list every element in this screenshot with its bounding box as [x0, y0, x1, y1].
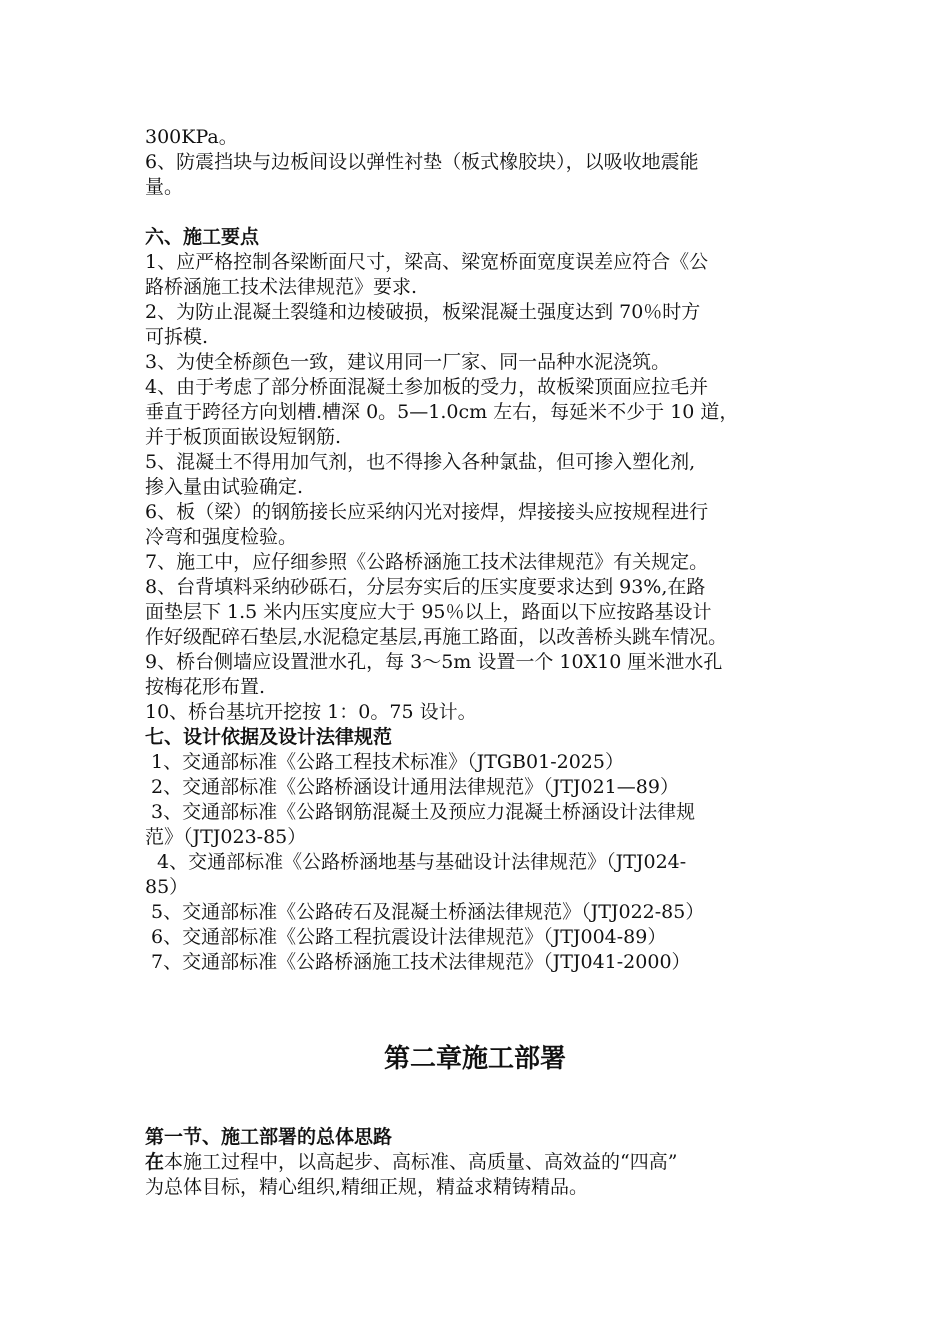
paragraph-line: 面垫层下 1.5 米内压实度应大于 95％以上，路面以下应按路基设计: [145, 601, 712, 623]
standard-item: 2、交通部标准《公路桥涵设计通用法律规范》（JTJ021—89）: [151, 776, 679, 798]
paragraph-text: 本施工过程中，以高起步、高标准、高质量、高效益的“四高”: [164, 1151, 678, 1173]
section-heading: 七、设计依据及设计法律规范: [145, 726, 393, 748]
standard-item: 1、交通部标准《公路工程技术标准》（JTGB01-2025）: [151, 751, 624, 773]
paragraph-line: 可拆模.: [145, 326, 209, 348]
paragraph-line: 为总体目标，精心组织,精细正规，精益求精铸精品。: [145, 1176, 589, 1198]
standard-item: 4、交通部标准《公路桥涵地基与基础设计法律规范》（JTJ024-: [157, 851, 687, 873]
standard-item-continuation: 范》（JTJ023-85）: [145, 826, 307, 848]
paragraph-line: 量。: [145, 176, 184, 198]
document-page: [145, 125, 815, 1200]
design-standards-list: [145, 750, 815, 975]
standard-item: 7、交通部标准《公路桥涵施工技术法律规范》（JTJ041-2000）: [151, 951, 691, 973]
paragraph-line: 6、防震挡块与边板间设以弹性衬垫（板式橡胶块），以吸收地震能: [145, 151, 699, 173]
standard-item: 6、交通部标准《公路工程抗震设计法律规范》（JTJ004-89）: [151, 926, 667, 948]
section-heading: 六、施工要点: [145, 226, 260, 248]
section-heading: 第一节、施工部署的总体思路: [145, 1126, 393, 1148]
paragraph-line: [145, 1150, 815, 1175]
paragraph-line: 按梅花形布置.: [145, 676, 266, 698]
construction-points-list: [145, 250, 815, 725]
standard-item: 3、交通部标准《公路钢筋混凝土及预应力混凝土桥涵设计法律规: [151, 801, 696, 823]
paragraph-line: 冷弯和强度检验。: [145, 526, 298, 548]
paragraph-line: 300KPa。: [145, 126, 238, 148]
standard-item: 5、交通部标准《公路砖石及混凝土桥涵法律规范》（JTJ022-85）: [151, 901, 705, 923]
lead-character: 在: [145, 1151, 165, 1173]
paragraph-line: 4、由于考虑了部分桥面混凝土参加板的受力，故板梁顶面应拉毛并: [145, 376, 709, 398]
paragraph-line: 2、为防止混凝土裂缝和边棱破损，板梁混凝土强度达到 70％时方: [145, 301, 701, 323]
blank-line: [145, 200, 815, 225]
paragraph-line: 5、混凝土不得用加气剂，也不得掺入各种氯盐，但可掺入塑化剂,: [145, 451, 696, 473]
paragraph-line: 路桥涵施工技术法律规范》要求.: [145, 276, 418, 298]
chapter-title: 第二章施工部署: [383, 1044, 566, 1074]
paragraph-line: 3、为使全桥颜色一致，建议用同一厂家、同一品种水泥浇筑。: [145, 351, 671, 373]
paragraph-line: 9、桥台侧墙应设置泄水孔，每 3～5m 设置一个 10X10 厘米泄水孔: [145, 651, 723, 673]
paragraph-line: 并于板顶面嵌设短钢筋.: [145, 426, 342, 448]
paragraph-line: 8、台背填料采纳砂砾石，分层夯实后的压实度要求达到 93%,在路: [145, 576, 706, 598]
paragraph-line: 垂直于跨径方向划槽.槽深 0。5—1.0cm 左右，每延米不少于 10 道，: [145, 401, 739, 423]
paragraph-line: 6、板（梁）的钢筋接长应采纳闪光对接焊，焊接接头应按规程进行: [145, 501, 709, 523]
paragraph-line: 掺入量由试验确定.: [145, 476, 304, 498]
paragraph-line: 1、应严格控制各梁断面尺寸，梁高、梁宽桥面宽度误差应符合《公: [145, 251, 709, 273]
paragraph-line: 7、施工中，应仔细参照《公路桥涵施工技术法律规范》有关规定。: [145, 551, 709, 573]
paragraph-line: 作好级配碎石垫层,水泥稳定基层,再施工路面，以改善桥头跳车情况。: [145, 626, 728, 648]
standard-item-continuation: 85）: [145, 876, 189, 898]
paragraph-line: 10、桥台基坑开挖按 1：0。75 设计。: [145, 701, 477, 723]
